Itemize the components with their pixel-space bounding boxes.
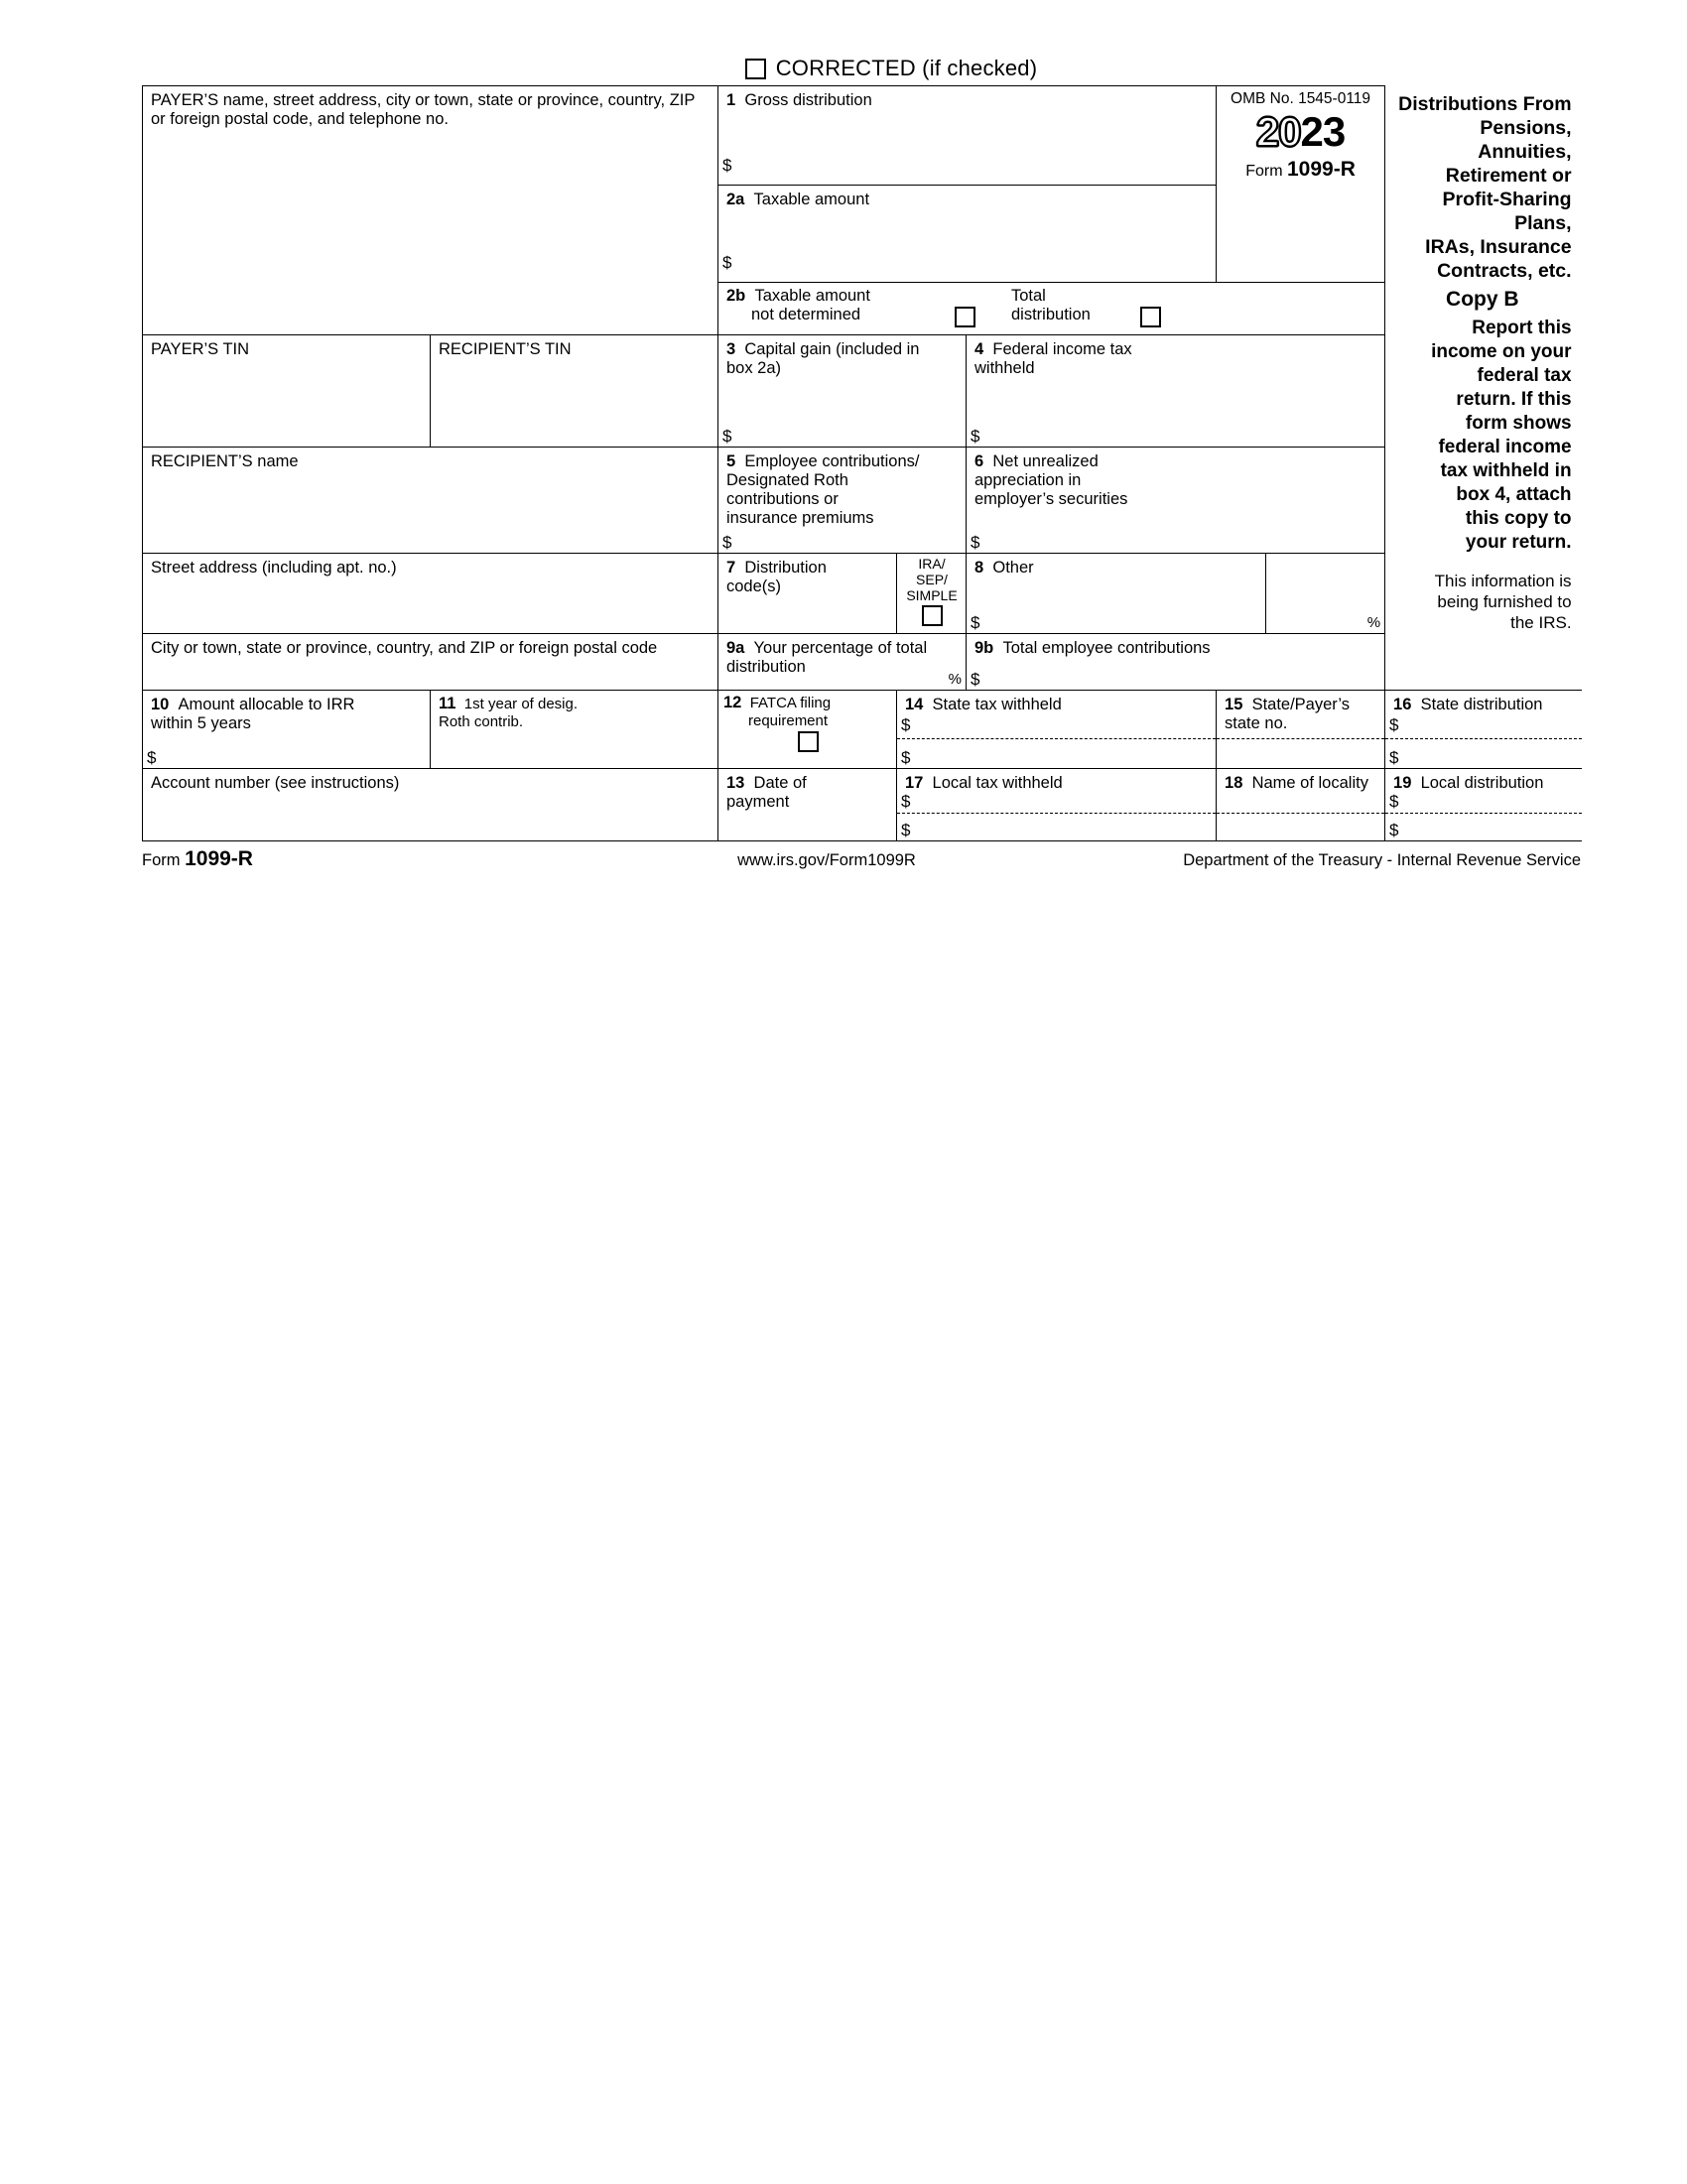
box18-name-of-locality[interactable] [1217, 769, 1385, 841]
box16-dollar-sign-2: $ [1389, 748, 1399, 767]
box1-label: 1 Gross distribution [726, 91, 872, 109]
box2b-total-distribution-label: Total distribution [1011, 287, 1091, 323]
box2a-dollar-sign: $ [722, 253, 732, 273]
box3-capital-gain[interactable] [718, 335, 967, 448]
box4-federal-income-tax-withheld[interactable] [967, 335, 1385, 448]
payer-tin-cell[interactable] [143, 335, 431, 448]
box7-ira-label: IRA/ SEP/ SIMPLE [906, 556, 958, 603]
recipient-tin-cell[interactable] [431, 335, 718, 448]
form-footer [142, 847, 1581, 871]
box14-label: 14 State tax withheld [905, 696, 1062, 713]
box9b-label: 9b Total employee contributions [974, 639, 1211, 657]
box2b-label: 2b Taxable amount not determined [726, 287, 870, 323]
street-address-cell[interactable] [143, 554, 718, 634]
row-10-16 [143, 691, 1582, 769]
corrected-row [201, 52, 1581, 85]
omb-number: OMB No. 1545-0119 [1231, 90, 1371, 107]
box8-dollar-sign: $ [971, 613, 980, 632]
box10-dollar-sign: $ [147, 748, 157, 767]
box17-divider [897, 813, 1216, 814]
payer-tin-label: PAYER’S TIN [151, 340, 250, 358]
recipient-tin-label: RECIPIENT’S TIN [439, 340, 572, 358]
box17-label: 17 Local tax withheld [905, 774, 1063, 792]
omb-year-cell [1217, 86, 1385, 283]
box14-dollar-sign-2: $ [901, 748, 911, 767]
box16-state-distribution[interactable] [1385, 691, 1582, 769]
row-payer [143, 86, 1582, 186]
box19-label: 19 Local distribution [1393, 774, 1544, 792]
box15-divider [1217, 738, 1384, 739]
form-identifier: Form 1099-R [1245, 158, 1356, 181]
copy-b-block [1385, 283, 1582, 633]
payer-name-address-label: PAYER’S name, street address, city or town, state or province, country, ZIP or foreign postal code, and telephone no. [151, 91, 696, 128]
box4-label: 4 Federal income tax withheld [974, 340, 1132, 377]
box10-amount-allocable-to-irr[interactable] [143, 691, 431, 769]
box16-label: 16 State distribution [1393, 696, 1543, 713]
city-state-zip-label: City or town, state or province, country, and ZIP or foreign postal code [151, 639, 658, 657]
box9b-dollar-sign: $ [971, 670, 980, 689]
box17-local-tax-withheld[interactable] [897, 769, 1217, 841]
box5-label: 5 Employee contributions/ Designated Roth contributions or insurance premiums [726, 452, 920, 527]
street-address-label: Street address (including apt. no.) [151, 559, 397, 577]
box7-ira-checkbox[interactable] [922, 605, 943, 626]
recipient-name-label: RECIPIENT’S name [151, 452, 299, 470]
box7-distribution-codes[interactable] [718, 554, 897, 634]
corrected-checkbox[interactable] [745, 59, 766, 79]
box2b-checkboxes[interactable] [718, 283, 1385, 335]
tax-year: 2023 [1255, 108, 1346, 155]
box11-label: 11 1st year of desig. Roth contrib. [439, 695, 579, 730]
box6-net-unrealized-appreciation[interactable] [967, 448, 1385, 554]
box19-divider [1385, 813, 1582, 814]
footer-url[interactable]: www.irs.gov/Form1099R [737, 851, 916, 869]
box19-dollar-sign-2: $ [1389, 821, 1399, 839]
box12-fatca-checkbox[interactable] [798, 731, 819, 752]
account-number-label: Account number (see instructions) [151, 774, 400, 792]
footer-form-id: Form 1099-R [142, 847, 253, 870]
box9a-label: 9a Your percentage of total distribution [726, 639, 928, 676]
copy-b-instructions: Report this income on your federal tax return. If this form shows federal income tax withheld in box 4, attach this copy to your return. [1431, 317, 1572, 553]
box12-fatca-filing-requirement[interactable] [718, 691, 897, 769]
box9a-percentage-of-total-distribution[interactable] [718, 634, 967, 691]
box8-label: 8 Other [974, 559, 1034, 577]
box18-divider [1217, 813, 1384, 814]
box5-employee-contributions[interactable] [718, 448, 967, 554]
box7-ira-sep-simple[interactable] [897, 554, 967, 634]
box15-state-payer-state-no[interactable] [1217, 691, 1385, 769]
box7-label: 7 Distribution code(s) [726, 559, 827, 595]
box14-state-tax-withheld[interactable] [897, 691, 1217, 769]
box8-other[interactable] [967, 554, 1266, 634]
box16-dollar-sign-1: $ [1389, 715, 1399, 734]
box15-label: 15 State/Payer’s state no. [1225, 696, 1351, 732]
box13-label: 13 Date of payment [726, 774, 807, 811]
row-recipient-name [143, 448, 1582, 554]
box5-dollar-sign: $ [722, 533, 732, 552]
box3-dollar-sign: $ [722, 427, 732, 446]
box19-local-distribution[interactable] [1385, 769, 1582, 841]
box10-label: 10 Amount allocable to IRR within 5 years [151, 696, 355, 732]
form-title-cell [1385, 86, 1582, 283]
corrected-label: CORRECTED (if checked) [775, 56, 1038, 80]
row-city [143, 634, 1582, 691]
box17-dollar-sign-1: $ [901, 792, 911, 811]
box9a-percent-sign: % [948, 671, 962, 688]
box14-dollar-sign-1: $ [901, 715, 911, 734]
box17-dollar-sign-2: $ [901, 821, 911, 839]
box8-percent-cell[interactable] [1266, 554, 1385, 634]
box3-label: 3 Capital gain (included in box 2a) [726, 340, 920, 377]
recipient-name-cell[interactable] [143, 448, 718, 554]
city-state-zip-cell[interactable] [143, 634, 718, 691]
box9b-total-employee-contributions[interactable] [967, 634, 1385, 691]
footer-department: Department of the Treasury - Internal Revenue Service [1183, 851, 1581, 869]
box6-label: 6 Net unrealized appreciation in employer’s securities [974, 452, 1128, 508]
box8-percent-sign: % [1366, 614, 1381, 631]
box2b-total-distribution-checkbox[interactable] [1140, 307, 1161, 327]
box2a-taxable-amount[interactable] [718, 186, 1217, 283]
box18-label: 18 Name of locality [1225, 774, 1368, 792]
box1-dollar-sign: $ [722, 156, 732, 175]
box16-divider [1385, 738, 1582, 739]
copy-b-title: Copy B [1446, 287, 1519, 311]
payer-name-address-cell[interactable] [143, 86, 718, 335]
box2b-not-determined-checkbox[interactable] [955, 307, 975, 327]
copy-b-note: This information is being furnished to the IRS. [1434, 571, 1572, 632]
box12-label: 12 FATCA filing requirement [723, 694, 832, 729]
box4-dollar-sign: $ [971, 427, 980, 446]
box19-dollar-sign-1: $ [1389, 792, 1399, 811]
box6-dollar-sign: $ [971, 533, 980, 552]
account-number-cell[interactable] [143, 769, 718, 841]
box14-divider [897, 738, 1216, 739]
box2a-label: 2a Taxable amount [726, 191, 870, 209]
form-grid [142, 85, 1582, 841]
row-account-number [143, 769, 1582, 841]
copy-b-cell [1385, 283, 1582, 691]
row-street-address [143, 554, 1582, 634]
form-title: Distributions From Pensions, Annuities, Retirement or Profit-Sharing Plans, IRAs, Insurance Contracts, etc. [1398, 92, 1572, 282]
row-tins [143, 335, 1582, 448]
box11-first-year-roth[interactable] [431, 691, 718, 769]
box13-date-of-payment[interactable] [718, 769, 897, 841]
form-1099r [142, 52, 1581, 871]
box1-gross-distribution[interactable] [718, 86, 1217, 186]
